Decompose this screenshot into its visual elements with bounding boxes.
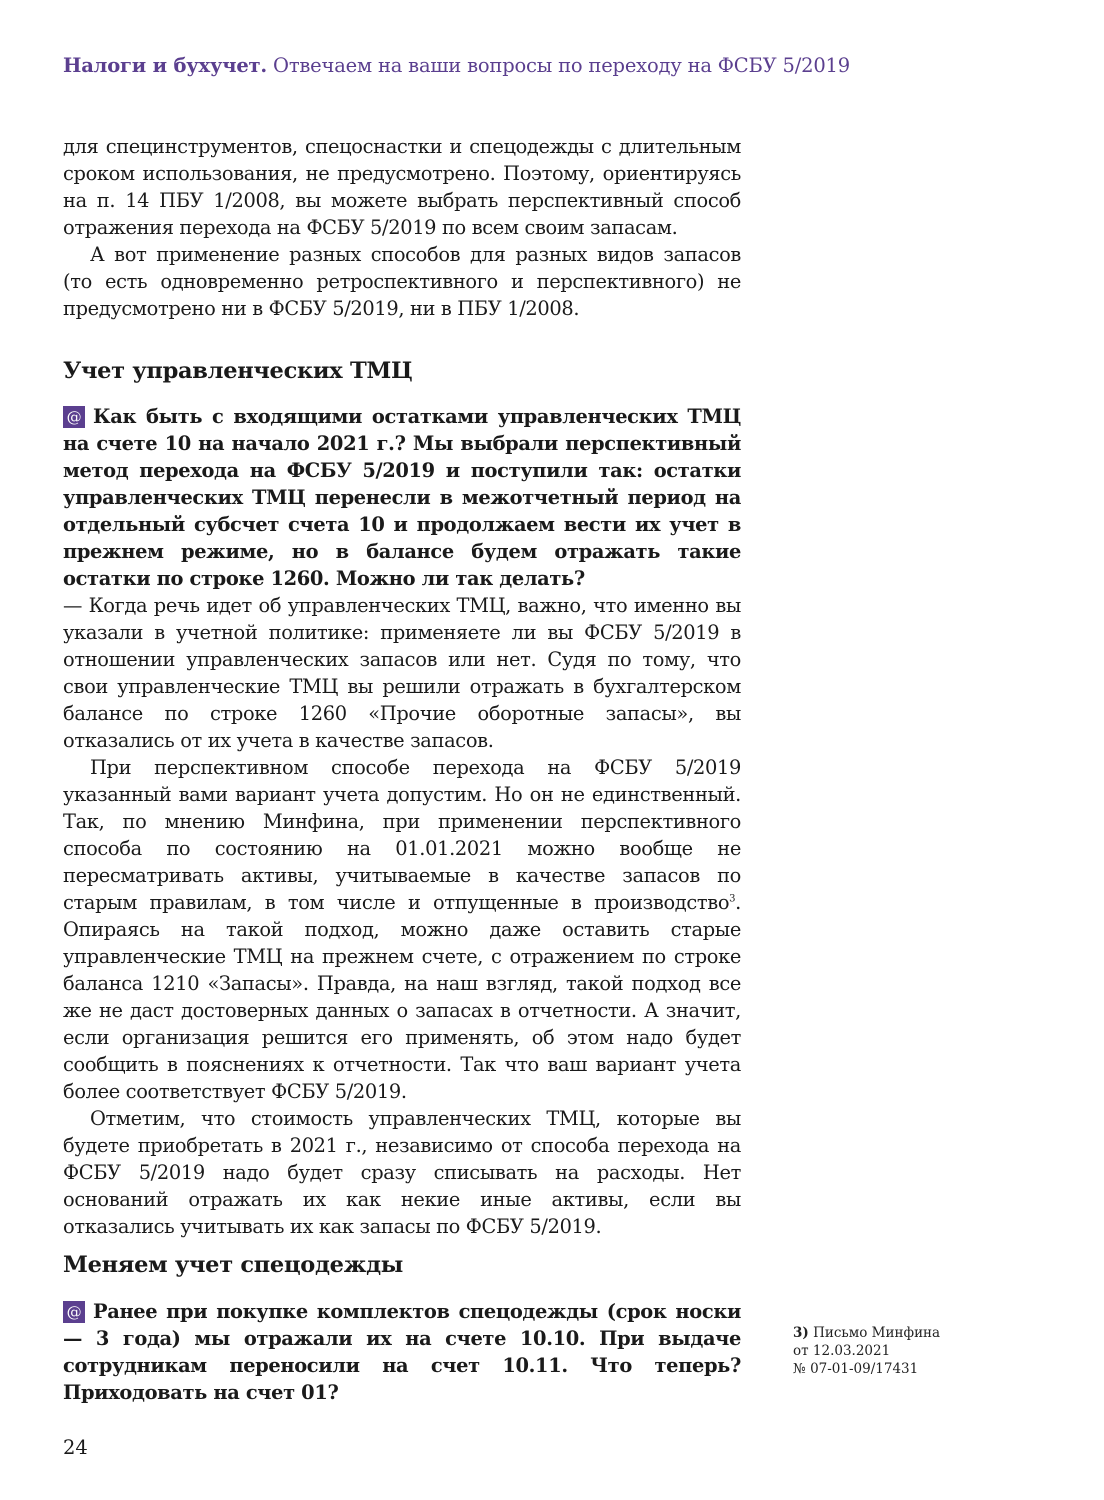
- section2-body: [63, 1298, 741, 1406]
- answer-1-paragraph-1: — Когда речь идет об управленческих ТМЦ, важно, что именно вы указали в учетной политике: применяете ли вы ФСБУ 5/2019 в отношении управленческих запасов или нет. Судя по тому, что свои управленческие ТМЦ вы решили отражать в бухгалтерском балансе по строке 1260 «Прочие оборотные запасы», вы отказались от их учета в качестве запасов.: [63, 594, 741, 752]
- footnote-3: 3) Письмо Минфина от 12.03.2021 № 07-01-09/17431: [793, 1325, 941, 1377]
- email-question-icon: @: [63, 406, 85, 428]
- question-1: [63, 403, 741, 592]
- section1-body: [63, 403, 741, 1240]
- section-heading-management-tmc: Учет управленческих ТМЦ: [63, 358, 413, 384]
- question-2: [63, 1298, 741, 1406]
- answer-1-paragraph-3: Отметим, что стоимость управленческих ТМЦ, которые вы будете приобретать в 2021 г., независимо от способа перехода на ФСБУ 5/2019 надо будет сразу списывать на расходы. Нет оснований отражать их как некие иные активы, если вы отказались учитывать их как запасы по ФСБУ 5/2019.: [63, 1107, 741, 1238]
- question-2-text: Ранее при покупке комплектов спецодежды (срок носки — 3 года) мы отражали их на счете 10.10. При выдаче сотрудникам переносили на счет 10.11. Что теперь? Приходовать на счет 01?: [63, 1300, 741, 1404]
- header-title: Отвечаем на ваши вопросы по переходу на ФСБУ 5/2019: [273, 54, 850, 77]
- footnote-number: 3): [793, 1325, 809, 1341]
- running-header: [63, 54, 850, 77]
- intro-text: [63, 133, 741, 322]
- answer-1-paragraph-2: При перспективном способе перехода на ФСБУ 5/2019 указанный вами вариант учета допустим. Но он не единственный. Так, по мнению Минфина, при применении перспективного способа по состоянию на 01.01.2021 можно вообще не пересматривать активы, учитываемые в качестве запасов по старым правилам, в том числе и отпущенные в производство$^3$. Опираясь на такой подход, можно даже оставить старые управленческие ТМЦ на прежнем счете, с отражением по строке баланса 1210 «Запасы». Правда, на наш взгляд, такой подход все же не даст достоверных данных о запасах в отчетности. А значит, если организация решится его применять, об этом надо будет сообщить в пояснениях к отчетности. Так что ваш вариант учета более соответствует ФСБУ 5/2019.: [63, 756, 741, 1103]
- header-section: Налоги и бухучет.: [63, 54, 268, 77]
- intro-paragraph-2: А вот применение разных способов для разных видов запасов (то есть одновременно ретроспективного и перспективного) не предусмотрено ни в ФСБУ 5/2019, ни в ПБУ 1/2008.: [63, 243, 741, 320]
- question-1-text: Как быть с входящими остатками управленческих ТМЦ на счете 10 на начало 2021 г.? Мы выбрали перспективный метод перехода на ФСБУ 5/2019 и поступили так: остатки управленческих ТМЦ перенесли в межотчетный период на отдельный субсчет счета 10 и продолжаем вести их учет в прежнем режиме, но в балансе будем отражать такие остатки по строке 1260. Можно ли так делать?: [63, 405, 741, 590]
- email-question-icon: @: [63, 1301, 85, 1323]
- section-heading-workwear: Меняем учет спецодежды: [63, 1252, 404, 1278]
- page-number: 24: [63, 1436, 88, 1459]
- intro-paragraph-1: для специнструментов, спецоснастки и спецодежды с длительным сроком использования, не предусмотрено. Поэтому, ориентируясь на п. 14 ПБУ 1/2008, вы можете выбрать перспективный способ отражения перехода на ФСБУ 5/2019 по всем своим запасам.: [63, 135, 741, 239]
- footnote-ref-3: 3: [729, 893, 736, 905]
